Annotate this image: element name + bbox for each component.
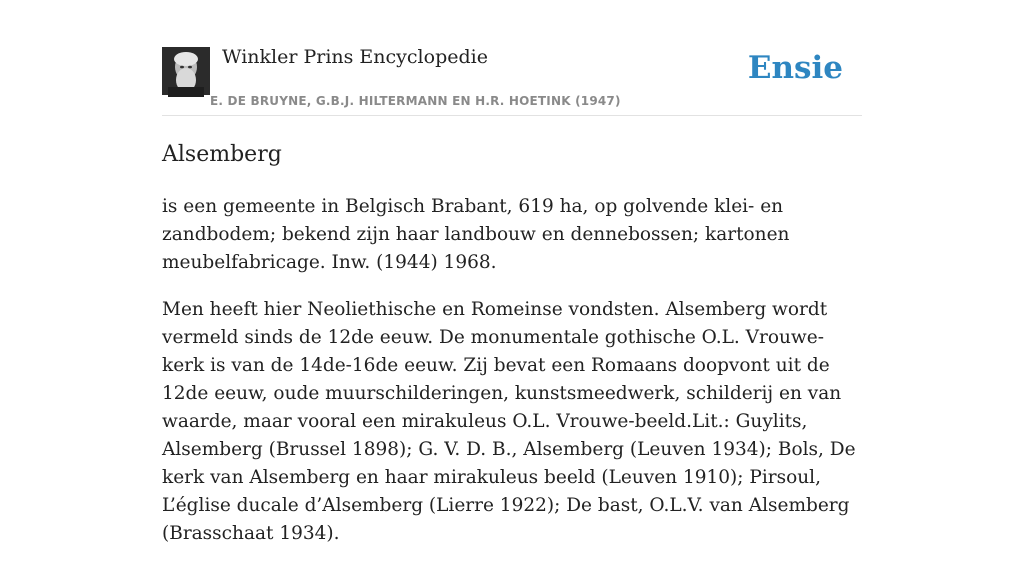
article-paragraph: Men heeft hier Neoliethische en Romeinse vondsten. Alsemberg wordt vermeld sinds de 12de eeuw. De monumentale gothische O.L. Vrouwe-kerk is van de 14de-16de eeuw. Zij bevat een Romaans doopvont uit de 12de eeuw, oude muurschilderingen, kunstsmeedwerk, schilderij en van waarde, maar vooral een mirakuleus O.L. Vrouwe-beeld.Lit.: Guylits, Alsemberg (Brussel 1898); G. V. D. B., Alsemberg (Leuven 1934); Bols, De kerk van Alsemberg en haar mirakuleus beeld (Leuven 1910); Pirsoul, L’église ducale d’Alsemberg (Lierre 1922); De bast, O.L.V. van Alsemberg (Brasschaat 1934). [162,299,856,544]
author-avatar [162,47,210,95]
portrait-image [162,47,210,95]
site-header [162,0,862,116]
article-paragraph: is een gemeente in Belgisch Brabant, 619 ha, op golvende klei- en zandbodem; bekend zijn haar landbouw en dennebossen; kartonen meubelfabricage. Inw. (1944) 1968. [162,196,790,273]
author-credits: E. DE BRUYNE, G.B.J. HILTERMANN EN H.R. HOETINK (1947) [210,94,621,108]
brand-logo-link[interactable]: Ensie [747,50,843,86]
article-title: Alsemberg [162,142,282,167]
article-body [162,139,862,567]
site-title[interactable]: Winkler Prins Encyclopedie [222,46,488,68]
